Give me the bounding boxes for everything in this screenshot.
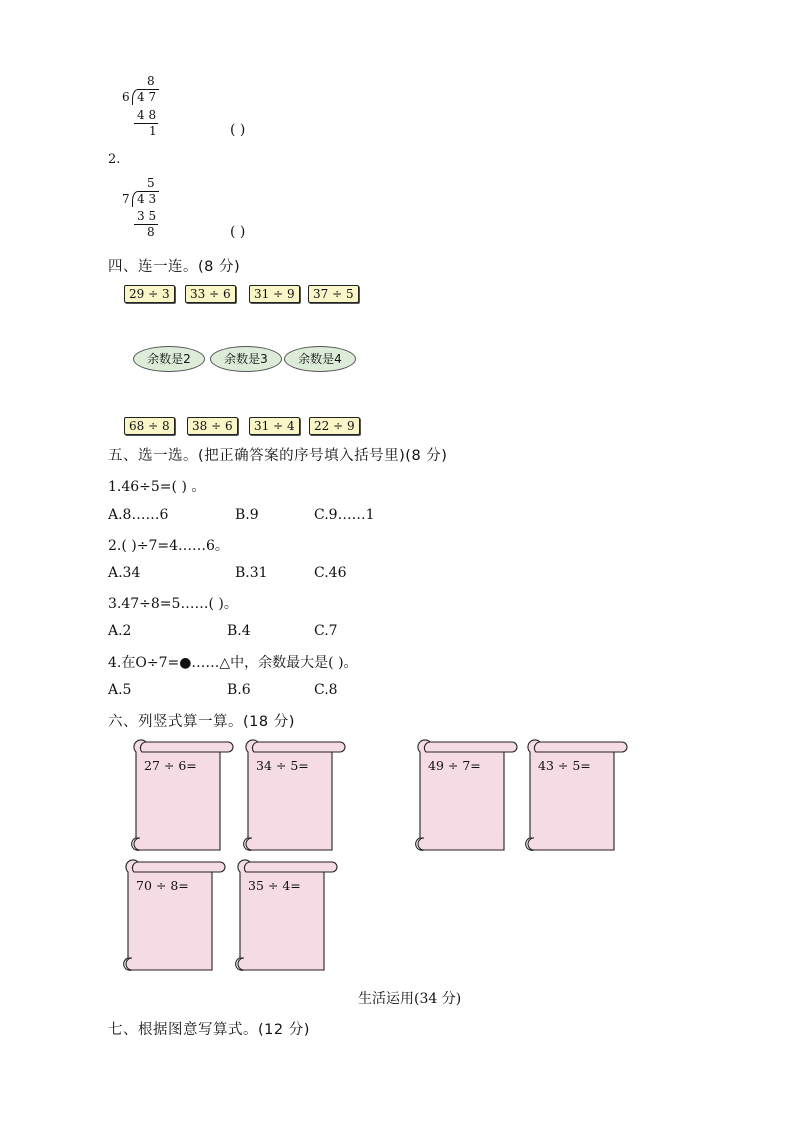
problem-label: 27 ÷ 6=: [144, 758, 197, 773]
scroll-card[interactable]: [234, 738, 346, 856]
option-c[interactable]: C.9……1: [314, 507, 375, 523]
option-a[interactable]: A.34: [108, 565, 141, 581]
item-label: 2.: [108, 152, 121, 167]
divisor: 6: [122, 90, 130, 104]
quotient: 5: [147, 176, 155, 190]
question-3: 3.47÷8=5……( )。: [108, 596, 238, 612]
scroll-card[interactable]: [406, 738, 518, 856]
option-a[interactable]: A.8……6: [108, 507, 169, 523]
option-c[interactable]: C.7: [314, 623, 338, 639]
remainder-ellipse[interactable]: 余数是3: [210, 346, 282, 372]
scroll-shape-icon: [122, 738, 234, 856]
option-b[interactable]: B.31: [235, 565, 268, 581]
scroll-card[interactable]: [122, 738, 234, 856]
scroll-card[interactable]: [226, 858, 338, 976]
option-a[interactable]: A.2: [108, 623, 132, 639]
remainder-ellipse[interactable]: 余数是2: [133, 346, 205, 372]
product: 3 5: [137, 209, 157, 223]
scroll-shape-icon: [226, 858, 338, 976]
section4-title: 四、连一连。(8 分): [108, 259, 241, 275]
expr-box[interactable]: 33 ÷ 6: [185, 285, 236, 303]
expr-box[interactable]: 29 ÷ 3: [124, 285, 175, 303]
expr-box[interactable]: 31 ÷ 4: [249, 417, 300, 435]
dividend: 4 3: [137, 192, 157, 206]
scroll-shape-icon: [406, 738, 518, 856]
question-1: 1.46÷5=( ) 。: [108, 479, 206, 495]
divisor: 7: [122, 192, 130, 206]
option-c[interactable]: C.8: [314, 682, 338, 698]
option-b[interactable]: B.4: [227, 623, 251, 639]
scroll-shape-icon: [516, 738, 628, 856]
expr-box[interactable]: 31 ÷ 9: [249, 285, 300, 303]
expr-box[interactable]: 37 ÷ 5: [308, 285, 359, 303]
problem-label: 49 ÷ 7=: [428, 758, 481, 773]
dividend: 4 7: [137, 90, 157, 104]
remainder: 1: [149, 124, 157, 138]
answer-paren: ( ): [230, 122, 246, 138]
remainder: 8: [147, 225, 155, 239]
life-section-title: 生活运用(34 分): [358, 991, 462, 1007]
expr-box[interactable]: 68 ÷ 8: [124, 417, 175, 435]
section6-title: 六、列竖式算一算。(18 分): [108, 714, 295, 730]
scroll-shape-icon: [114, 858, 226, 976]
answer-paren: ( ): [230, 224, 246, 240]
section5-title: 五、选一选。(把正确答案的序号填入括号里)(8 分): [108, 448, 448, 464]
option-b[interactable]: B.9: [235, 507, 259, 523]
option-a[interactable]: A.5: [108, 682, 132, 698]
option-b[interactable]: B.6: [227, 682, 251, 698]
problem-label: 70 ÷ 8=: [136, 878, 189, 893]
section7-title: 七、根据图意写算式。(12 分): [108, 1022, 310, 1038]
scroll-shape-icon: [234, 738, 346, 856]
quotient: 8: [147, 74, 155, 88]
problem-label: 43 ÷ 5=: [538, 758, 591, 773]
question-2: 2.( )÷7=4……6。: [108, 538, 229, 554]
scroll-card[interactable]: [114, 858, 226, 976]
scroll-card[interactable]: [516, 738, 628, 856]
product: 4 8: [137, 108, 157, 122]
problem-label: 34 ÷ 5=: [256, 758, 309, 773]
expr-box[interactable]: 22 ÷ 9: [309, 417, 360, 435]
expr-box[interactable]: 38 ÷ 6: [187, 417, 238, 435]
remainder-ellipse[interactable]: 余数是4: [284, 346, 356, 372]
problem-label: 35 ÷ 4=: [248, 878, 301, 893]
question-4: 4.在O÷7=●……△中，余数最大是( )。: [108, 655, 358, 671]
option-c[interactable]: C.46: [314, 565, 347, 581]
